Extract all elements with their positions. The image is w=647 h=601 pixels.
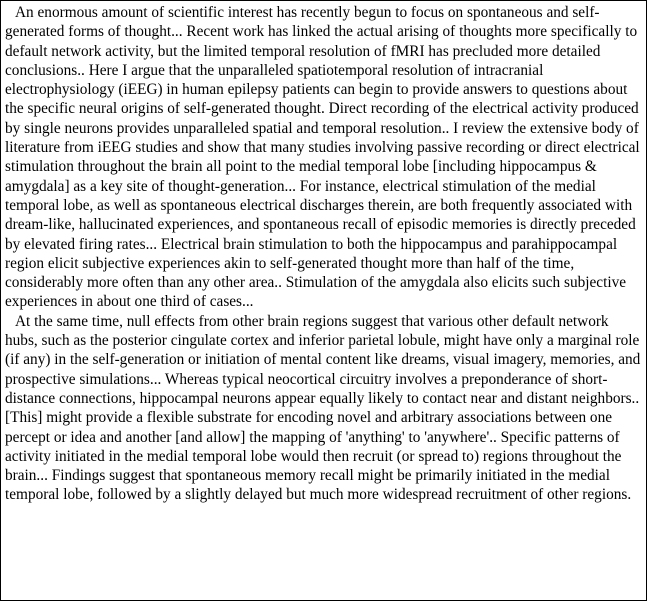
paragraph-2: At the same time, null effects from other brain regions suggest that various other default network hubs, such as the posterior cingulate cortex and inferior parietal lobule, might have only a marginal role (if any) in the self-generation or initiation of mental content like dreams, visual imagery, memories, and prospective simulations... Whereas typical neocortical circuitry involves a preponderance of short-distance connections, hippocampal neurons appear equally likely to contact near and distant neighbors.. [This] might provide a flexible substrate for encoding novel and arbitrary associations between one percept or idea and another [and allow] the mapping of 'anything' to 'anywhere'.. Specific patterns of activity initiated in the medial temporal lobe would then recruit (or spread to) regions throughout the brain... Findings suggest that spontaneous memory recall might be primarily initiated in the medial temporal lobe, followed by a slightly delayed but much more widespread recruitment of other regions. (5, 312, 641, 504)
paragraph-1: An enormous amount of scientific interest has recently begun to focus on spontaneous and self-generated forms of thought... Recent work has linked the actual arising of thoughts more specifically to default network activity, but the limited temporal resolution of fMRI has precluded more detailed conclusions.. Here I argue that the unparalleled spatiotemporal resolution of intracranial electrophysiology (iEEG) in human epilepsy patients can begin to provide answers to questions about the specific neural origins of self-generated thought. Direct recording of the electrical activity produced by single neurons provides unparalleled spatial and temporal resolution.. I review the extensive body of literature from iEEG studies and show that many studies involving passive recording or direct electrical stimulation throughout the brain all point to the medial temporal lobe [including hippocampus & amygdala] as a key site of thought-generation... For instance, electrical stimulation of the medial temporal lobe, as well as spontaneous electrical discharges therein, are both frequently associated with dream-like, hallucinated experiences, and spontaneous recall of episodic memories is directly preceded by elevated firing rates... Electrical brain stimulation to both the hippocampus and parahippocampal region elicit subjective experiences akin to self-generated thought more than half of the time, considerably more often than any other area.. Stimulation of the amygdala also elicits such subjective experiences in about one third of cases... (5, 4, 640, 311)
document-body (5, 3, 645, 505)
